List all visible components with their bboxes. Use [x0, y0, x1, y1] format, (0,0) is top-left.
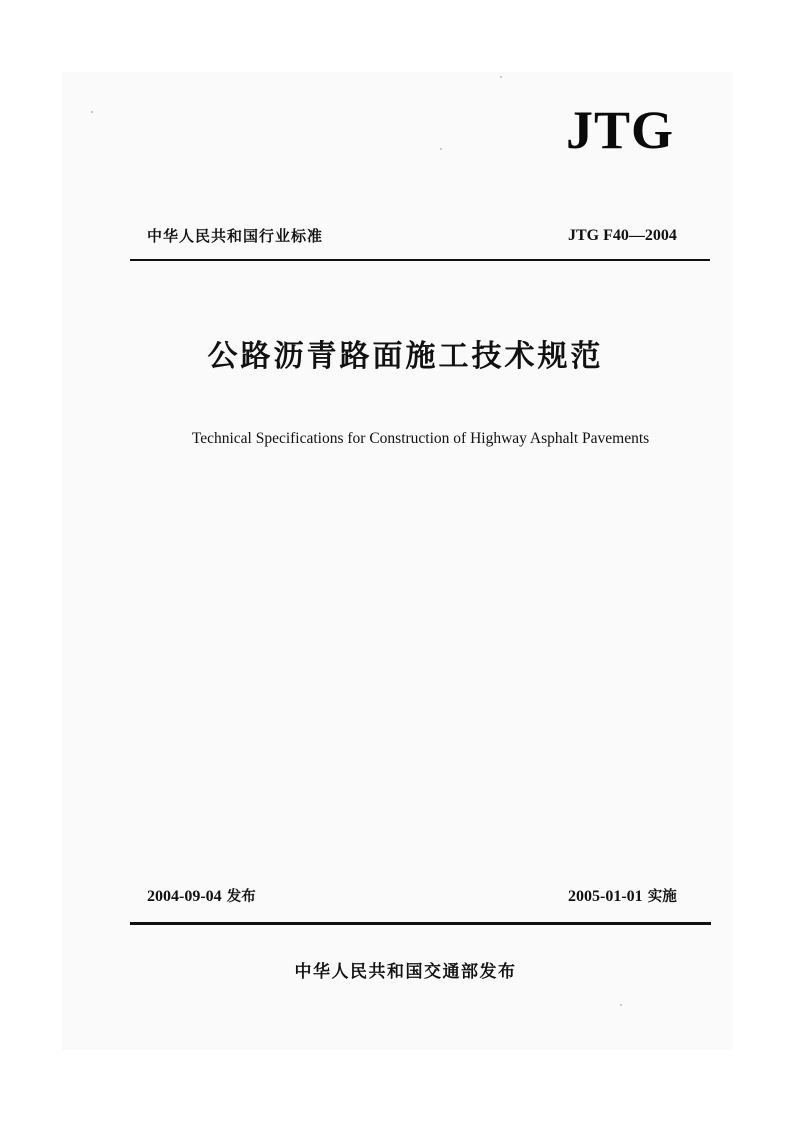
standard-category-label: 中华人民共和国行业标准 — [147, 227, 324, 245]
footer-divider — [130, 922, 711, 925]
publisher-line: 中华人民共和国交通部发布 — [294, 962, 517, 982]
scan-speck — [440, 148, 442, 150]
document-title-english: Technical Specifications for Construction of Highway Asphalt Pavements — [191, 430, 650, 447]
header-divider — [130, 259, 710, 261]
document-title-chinese: 公路沥青路面施工技术规范 — [207, 339, 604, 374]
implementation-label: 实施 — [647, 889, 677, 905]
scan-speck — [500, 76, 502, 78]
issue-date-line — [147, 887, 256, 907]
implementation-date: 2005-01-01 — [568, 888, 643, 905]
standard-code: JTG F40—2004 — [568, 227, 677, 244]
scan-speck — [91, 111, 93, 113]
implementation-date-line — [568, 887, 677, 907]
scan-speck — [620, 1004, 622, 1006]
issue-label: 发布 — [226, 889, 256, 905]
jtg-logo: JTG — [566, 100, 675, 160]
issue-date: 2004-09-04 — [147, 888, 222, 905]
